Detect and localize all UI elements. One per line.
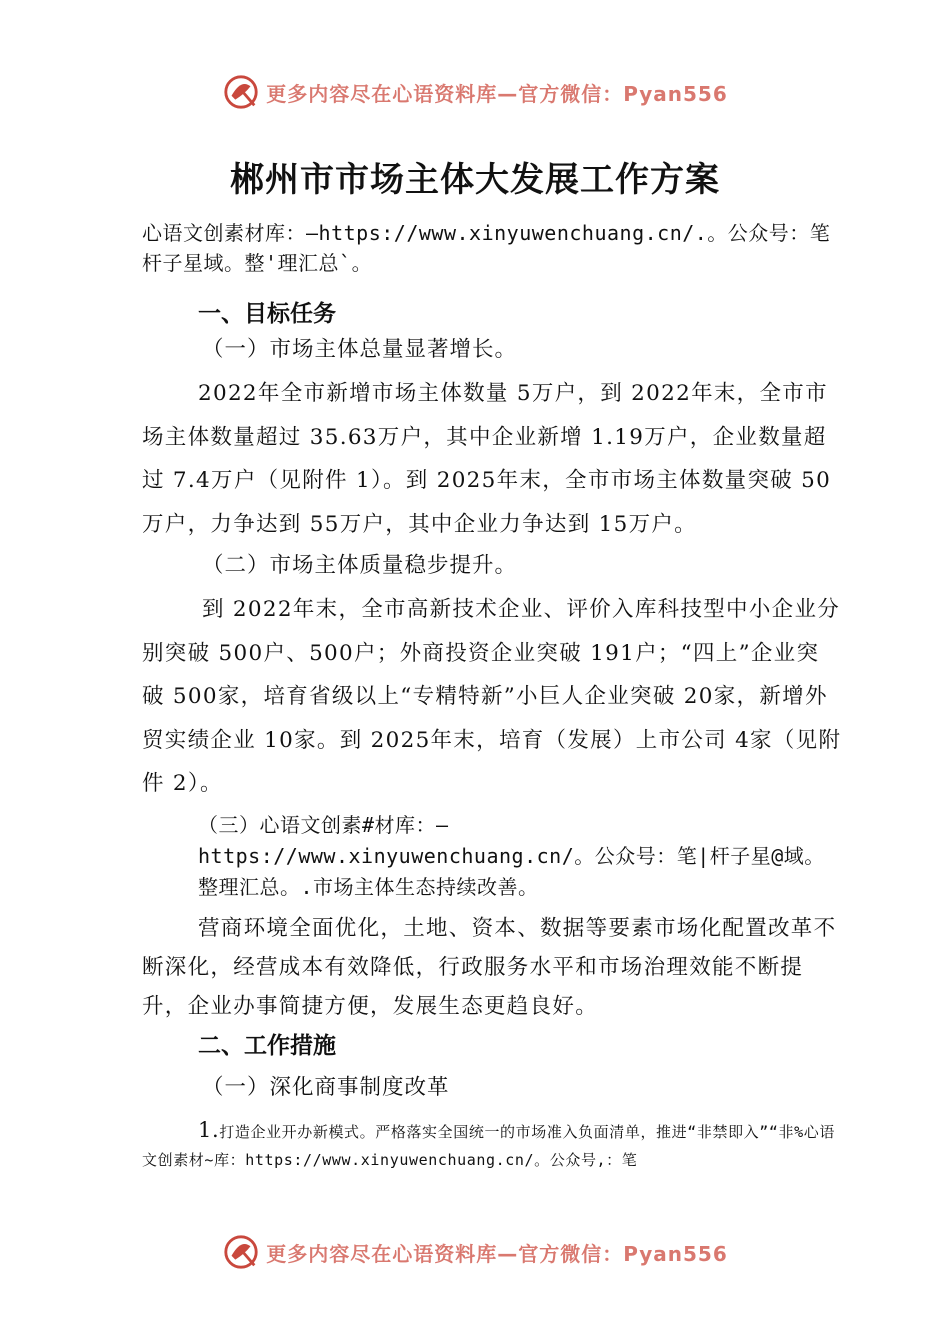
source-note: 心语文创素材库：—https://www.xinyuwenchuang.cn/.。公众号：笔杆子星域。整'理汇总`。: [142, 221, 831, 275]
header-banner: [0, 70, 950, 114]
section2-heading: 二、工作措施: [198, 1032, 336, 1059]
section1-sub1: （一）市场主体总量显著增长。: [202, 337, 518, 362]
banner-text: 更多内容尽在心语资料库—官方微信：Pyan556: [266, 1241, 728, 1266]
banner-text: 更多内容尽在心语资料库—官方微信：Pyan556: [266, 81, 728, 106]
xinyu-logo-icon: [222, 73, 260, 111]
page-title: 郴州市市场主体大发展工作方案: [230, 160, 720, 200]
section1-sub2: （二）市场主体质量稳步提升。: [202, 553, 518, 578]
section2-item1-number: 1.: [198, 1117, 220, 1142]
section1-para2: 到 2022年末，全市高新技术企业、评价入库科技型中小企业分别突破 500户、500户；外商投资企业突破 191户；“四上”企业突破 500家，培育省级以上“专精特新”小巨人企业突破 20家，新增外贸实绩企业 10家。到 2025年末，培育（发展）上市公司 4家（见附件 2）。: [142, 597, 842, 796]
footer-banner: [0, 1230, 950, 1274]
section1-heading: 一、目标任务: [198, 301, 336, 327]
section2-sub1: （一）深化商事制度改革: [202, 1074, 450, 1100]
section2-item1-text: 打造企业开办新模式。严格落实全国统一的市场准入负面清单，推进“非禁即入”“非%心语文创素材~库：https://www.xinyuwenchuang.cn/。公众号,：笔: [142, 1122, 835, 1169]
document-body: [142, 218, 842, 1174]
section2-item1: [142, 1116, 842, 1174]
xinyu-logo-icon: [222, 1233, 260, 1271]
section1-para3: 营商环境全面优化，土地、资本、数据等要素市场化配置改革不断深化，经营成本有效降低，行政服务水平和市场治理效能不断提升，企业办事简捷方便，发展生态更趋良好。: [142, 915, 837, 1019]
section1-para1: 2022年全市新增市场主体数量 5万户，到 2022年末，全市市场主体数量超过 35.63万户，其中企业新增 1.19万户，企业数量超过 7.4万户（见附件 1）。到 2025年末，全市市场主体数量突破 50万户，力争达到 55万户，其中企业力争达到 15万户。: [142, 381, 832, 537]
section1-sub3: （三）心语文创素#材库：—https://www.xinyuwenchuang.cn/。公众号：笔|杆子星@域。整理汇总。.市场主体生态持续改善。: [198, 812, 825, 899]
